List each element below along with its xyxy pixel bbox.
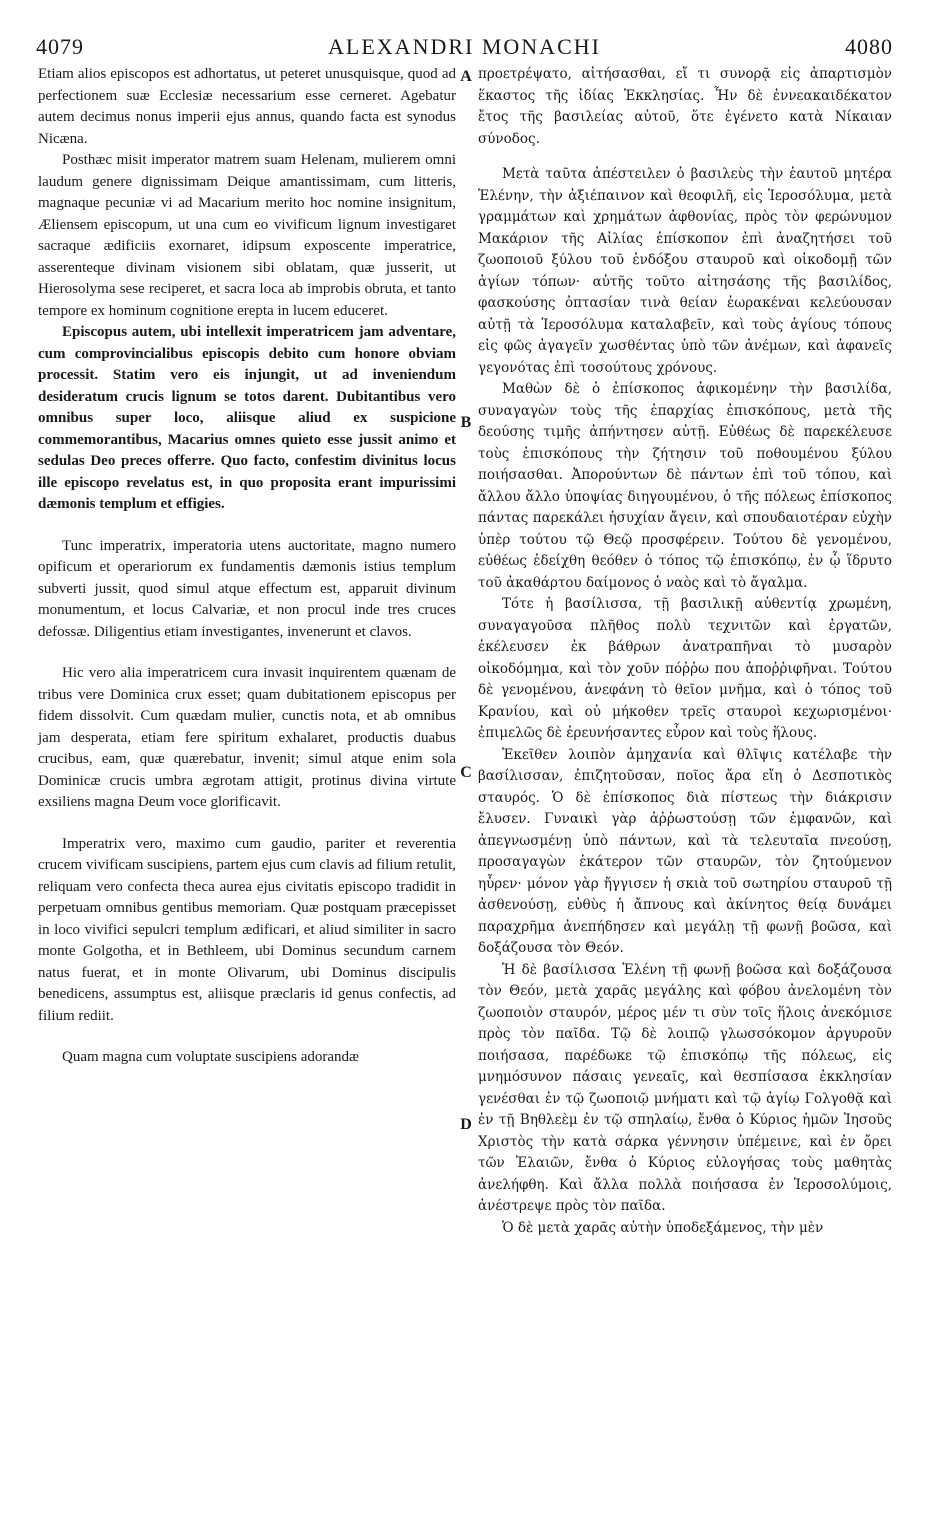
latin-column (38, 64, 456, 1520)
section-marker-b: B (460, 414, 472, 431)
greek-paragraph: Ὁ δὲ μετὰ χαρᾶς αὐτὴν ὑποδεξάμενος, τὴν μὲν (502, 1219, 824, 1236)
page-number-left: 4079 (36, 34, 84, 59)
latin-paragraph: Posthæc misit imperator matrem suam Helenam, mulierem omni laudum genere dignissimam Deique amantissimam, cum litteris, magnaque pecuniæ vi ad Macarium merito hoc nomine insignitum, Æliensem episcopum, ut una cum eo vivificum lignum investigaret sacraque ædificiis exornaret, idipsum exposcente imperatrice, asserenteque divinam visionem sibi oblatam, quæ jusserit, ut Hierosolyma sese reciperet, et sacra loca ab improbis obruta, et tanto tempore ex hominum cognitione erepta in lucem educeret. (38, 152, 456, 319)
greek-paragraph: Ἡ δὲ βασίλισσα Ἑλένη τῇ φωνῇ βοῶσα καὶ δοξάζουσα τὸν Θεόν, μετὰ χαρᾶς μεγάλης καὶ φόβου ἀνελομένη τὸν ζωοποιὸν σταυρόν, μέρος μέν τι σὺν τοῖς ἥλοις ἀνεκόμισε πρὸς τὸν παῖδα. Τῷ δὲ λοιπῷ γλωσσόκομον ἀργυροῦν ποιήσασα, παρέδωκε τῷ ἐπισκόπῳ τῆς πόλεως, εἰς μνημόσυνον πάσαις γενεαῖς, καὶ θεσπίσασα ἐκκλησίαν γενέσθαι ἐν τῷ ζωοποιῷ μνήματι καὶ τῷ ἁγίῳ Γολγοθᾷ καὶ ἐν τῇ Βηθλεὲμ ἐν τῷ σπηλαίῳ, ἔνθα ὁ Κύριος ἡμῶν Ἰησοῦς Χριστὸς τὴν κατὰ σάρκα γέννησιν ὑπέμεινε, καὶ ἐν ὄρει τῶν Ἐλαιῶν, ἔνθα ὁ Κύριος εὐλογήσας τοὺς μαθητὰς ἀνελήφθη. Καὶ ἄλλα πολλὰ ποιήσασα ἐν Ἱεροσολύμοις, ἀνέστρεψε πρὸς τὸν παῖδα. (478, 961, 892, 1214)
latin-paragraph: Quam magna cum voluptate suscipiens adorandæ (62, 1049, 360, 1065)
latin-paragraph: Etiam alios episcopos est adhortatus, ut peteret unusquisque, quod ad perfectionem suæ Ecclesiæ necessarium esse cerneret. Agebatur autem decimus nonus imperii ejus annus, quando facta est synodus Nicæna. (38, 66, 456, 147)
greek-paragraph: Μαθὼν δὲ ὁ ἐπίσκοπος ἀφικομένην τὴν βασιλίδα, συναγαγὼν τοὺς τῆς ἐπαρχίας ἐπισκόπους, μετὰ τῆς δεούσης τιμῆς ἀπήντησεν αὐτῇ. Εὐθέως δὲ παρεκέλευσε τοὺς ἐπισκόπους τὴν ζήτησιν τοῦ ποθουμένου ξύλου ποιήσασθαι. Ἀπορούντων δὲ πάντων ἐπὶ τοῦ τόπου, καὶ ἄλλου ἄλλο ὑποψίας διηγουμένου, ὁ τῆς πόλεως ἐπίσκοπος πάντας παρεκάλει ἡσυχίαν ἄγειν, καὶ σπουδαιοτέραν εὐχὴν ὑπὲρ τούτου τῷ Θεῷ προσφέρειν. Τούτου δὲ γενομένου, εὐθέως ἐδείχθη θεόθεν ὁ τόπος τῷ ἐπισκόπῳ, ἐν ᾧ ἵδρυτο τοῦ ἀκαθάρτου δαίμονος ὁ ναὸς καὶ τὸ ἄγαλμα. (478, 381, 892, 591)
greek-paragraph: προετρέψατο, αἰτήσασθαι, εἴ τι συνορᾷ εἰς ἀπαρτισμὸν ἕκαστος τῆς ἰδίας Ἐκκλησίας. Ἦν δὲ ἐννεακαιδέκατον ἔτος τῆς βασιλείας αὐτοῦ, ὅτε ἐγένετο κατὰ Νίκαιαν σύνοδος. (478, 66, 892, 147)
greek-column (478, 64, 892, 1520)
page-number-right: 4080 (845, 34, 893, 59)
latin-paragraph: Tunc imperatrix, imperatoria utens auctoritate, magno numero opificum et operariorum ex fundamentis dæmonis istius templum subverti jussit, quod simul atque effectum est, apparuit divinum monumentum, et locus Calvariæ, et non procul inde tres cruces defossæ. Diligentius etiam investigantes, invenerunt et clavos. (38, 537, 456, 640)
latin-paragraph: Hic vero alia imperatricem cura invasit inquirentem quænam de tribus vere Dominica crux esset; quam dubitationem episcopus per fidem dissolvit. Cum quædam mulier, cunctis nota, et ab omnibus jam desperata, etiam fere spiritum exhalaret, productis duabus crucibus, eam, quæ quærebatur, invenit; simul atque enim sola Dominicæ crucis umbra ægrotam attigit, protinus divina virtute exsiliens magna Deum voce glorificavit. (38, 665, 456, 810)
greek-paragraph: Ἐκεῖθεν λοιπὸν ἀμηχανία καὶ θλῖψις κατέλαβε τὴν βασίλισσαν, ἐπιζητοῦσαν, ποῖος ἄρα εἴη ὁ Δεσποτικὸς σταυρός. Ὁ δὲ ἐπίσκοπος διὰ πίστεως τὴν διάκρισιν ἔλυσεν. Γυναικὶ γὰρ ἀῤῥωστούσῃ τῶν ἐμφανῶν, καὶ ἀπεγνωσμένῃ ὑπὸ πάντων, καὶ τὰ τελευταῖα πνεούσῃ, προσαγαγὼν ἑκάτερον τῶν σταυρῶν, τὸν ζητούμενον ηὗρεν· μόνον γὰρ ἤγγισεν ἡ σκιὰ τοῦ σωτηρίου σταυροῦ τῇ ἀσθενούσῃ, εὐθὺς ἡ ἄπνους καὶ ἀκίνητος θείᾳ δυνάμει παραχρῆμα ἀνεπήδησεν καὶ μεγάλῃ τῇ φωνῇ βοῶσα, καὶ δοξάζουσα τὸν Θεόν. (478, 746, 892, 956)
greek-paragraph: Μετὰ ταῦτα ἀπέστειλεν ὁ βασιλεὺς τὴν ἑαυτοῦ μητέρα Ἑλένην, τὴν ἀξιέπαινον καὶ θεοφιλῆ, εἰς Ἱεροσόλυμα, μετὰ γραμμάτων καὶ χρημάτων ἀφθονίας, πρὸς τὸν φερώνυμον Μακάριον τῆς Αἰλίας ἐπίσκοπον ἐπὶ ἀναζητήσει τοῦ ζωοποιοῦ ξύλου τοῦ ἐνδόξου σταυροῦ καὶ οἰκοδομῇ τῶν ἁγίων τόπων· αὐτῆς τοῦτο αἰτησάσης τῆς βασιλίδος, φασκούσης ὀπτασίαν τινὰ θείαν ἑωρακέναι κελεύουσαν αὐτῇ τὰ Ἱεροσόλυμα καταλαβεῖν, καὶ τοὺς ἁγίους τόπους εἰς φῶς ἀγαγεῖν χωσθέντας ὑπὸ τῶν ἀνέμων, καὶ ἀφανεῖς γεγονότας ἐπὶ τοσούτους χρόνους. (478, 166, 892, 376)
latin-paragraph: Imperatrix vero, maximo cum gaudio, pariter et reverentia crucem vivificam suscipiens, partem ejus cum clavis ad filium retulit, reliquam vero confecta theca aurea ejus civitatis episcopo tradidit in perpetuam omnibus gentibus memoriam. Quæ postquam præcepisset in loco vivifici sepulcri templum ædificari, et aliud similiter in sacro monte Golgotha, et in Bethleem, ubi Dominus secundum carnem natus fuerat, et in monte Olivarum, ubi Dominus discipulis benedicens, assumptus est, aliisque præclaris id genus confectis, ad filium rediit. (38, 835, 456, 1024)
greek-paragraph: Τότε ἡ βασίλισσα, τῇ βασιλικῇ αὐθεντίᾳ χρωμένη, συναγαγοῦσα πλῆθος πολὺ τεχνιτῶν καὶ ἐργατῶν, ἐκέλευσεν ἐκ βάθρων ἀνατραπῆναι τὸ μυσαρὸν οἰκοδόμημα, καὶ τὸν χοῦν πόῤῥω που ἀποῤῥιφῆναι. Τούτου δὲ γενομένου, ἀνεφάνη τὸ θεῖον μνῆμα, καὶ ὁ τόπος τοῦ Κρανίου, καὶ οὐ μήκοθεν τρεῖς σταυροὶ κεχωρισμένοι· ἐπιμελῶς δὲ ἐρευνήσαντες εὗρον καὶ τοὺς ἥλους. (478, 596, 892, 741)
section-marker-c: C (460, 764, 472, 781)
section-marker-d: D (460, 1116, 472, 1133)
latin-paragraph: Episcopus autem, ubi intellexit imperatricem jam adventare, cum comprovincialibus episcopis debito cum honore obviam processit. Statim vero eis injungit, ut ad inveniendum desideratum crucis lignum se totos darent. Dubitantibus vero omnibus super loco, aliisque aliud ex suspicione commemorantibus, Macarius omnes quieto esse jussit animo et sedulas Deo preces offerre. Quo facto, confestim divinitus locus ille episcopo revelatus est, in quo proposita erant impurissimi dæmonis templum et effigies. (38, 324, 456, 512)
running-title: ALEXANDRI MONACHI (328, 34, 601, 59)
page-header (0, 26, 929, 66)
section-marker-a: A (460, 68, 472, 85)
